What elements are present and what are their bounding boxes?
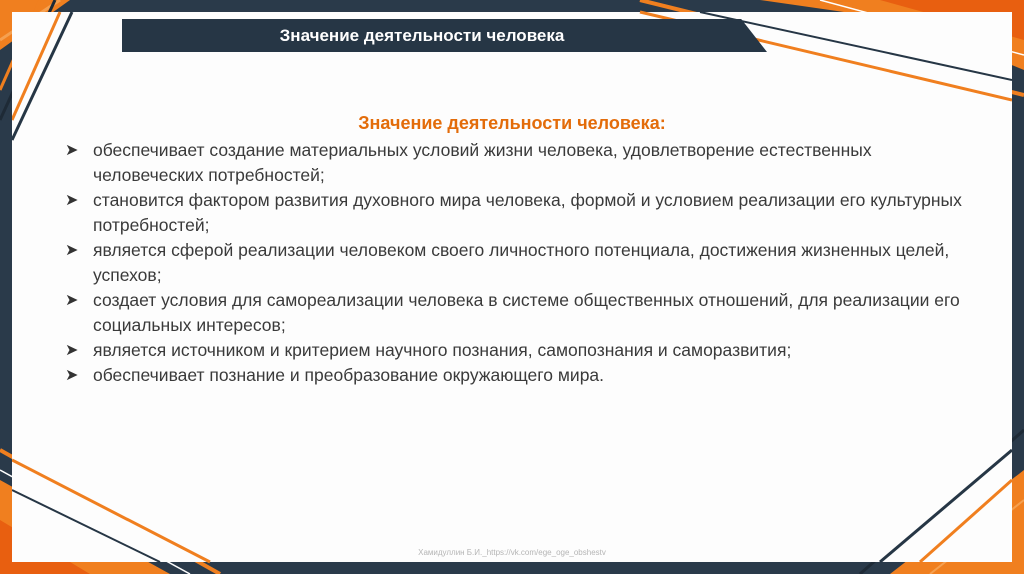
list-item: ➤ обеспечивает познание и преобразование окружающего мира. [63, 363, 963, 388]
footer-credit: Хамидуллин Б.И._https://vk.com/ege_oge_obshestv [418, 548, 606, 557]
arrow-bullet-icon: ➤ [65, 367, 79, 384]
arrow-bullet-icon: ➤ [65, 142, 79, 159]
content-title: Значение деятельности человека: [358, 113, 666, 133]
arrow-bullet-icon: ➤ [65, 242, 79, 259]
list-item: ➤ создает условия для самореализации человека в системе общественных отношений, для реализации его социальных интересов; [65, 290, 960, 335]
header-title: Значение деятельности человека [279, 26, 565, 45]
list-item: ➤ становится фактором развития духовного мира человека, формой и условием реализации его культурных потребностей; [65, 190, 962, 235]
arrow-bullet-icon: ➤ [65, 292, 79, 309]
list-item: ➤ обеспечивает создание материальных условий жизни человека, удовлетворение естественных человеческих потребностей; [65, 140, 872, 185]
list-item: ➤ является источником и критерием научного познания, самопознания и саморазвития; [63, 338, 963, 363]
arrow-bullet-icon: ➤ [65, 342, 79, 359]
list-item: ➤ является сферой реализации человеком своего личностного потенциала, достижения жизненных целей, успехов; [65, 240, 950, 285]
arrow-bullet-icon: ➤ [65, 192, 79, 209]
bullet-list [63, 138, 963, 388]
